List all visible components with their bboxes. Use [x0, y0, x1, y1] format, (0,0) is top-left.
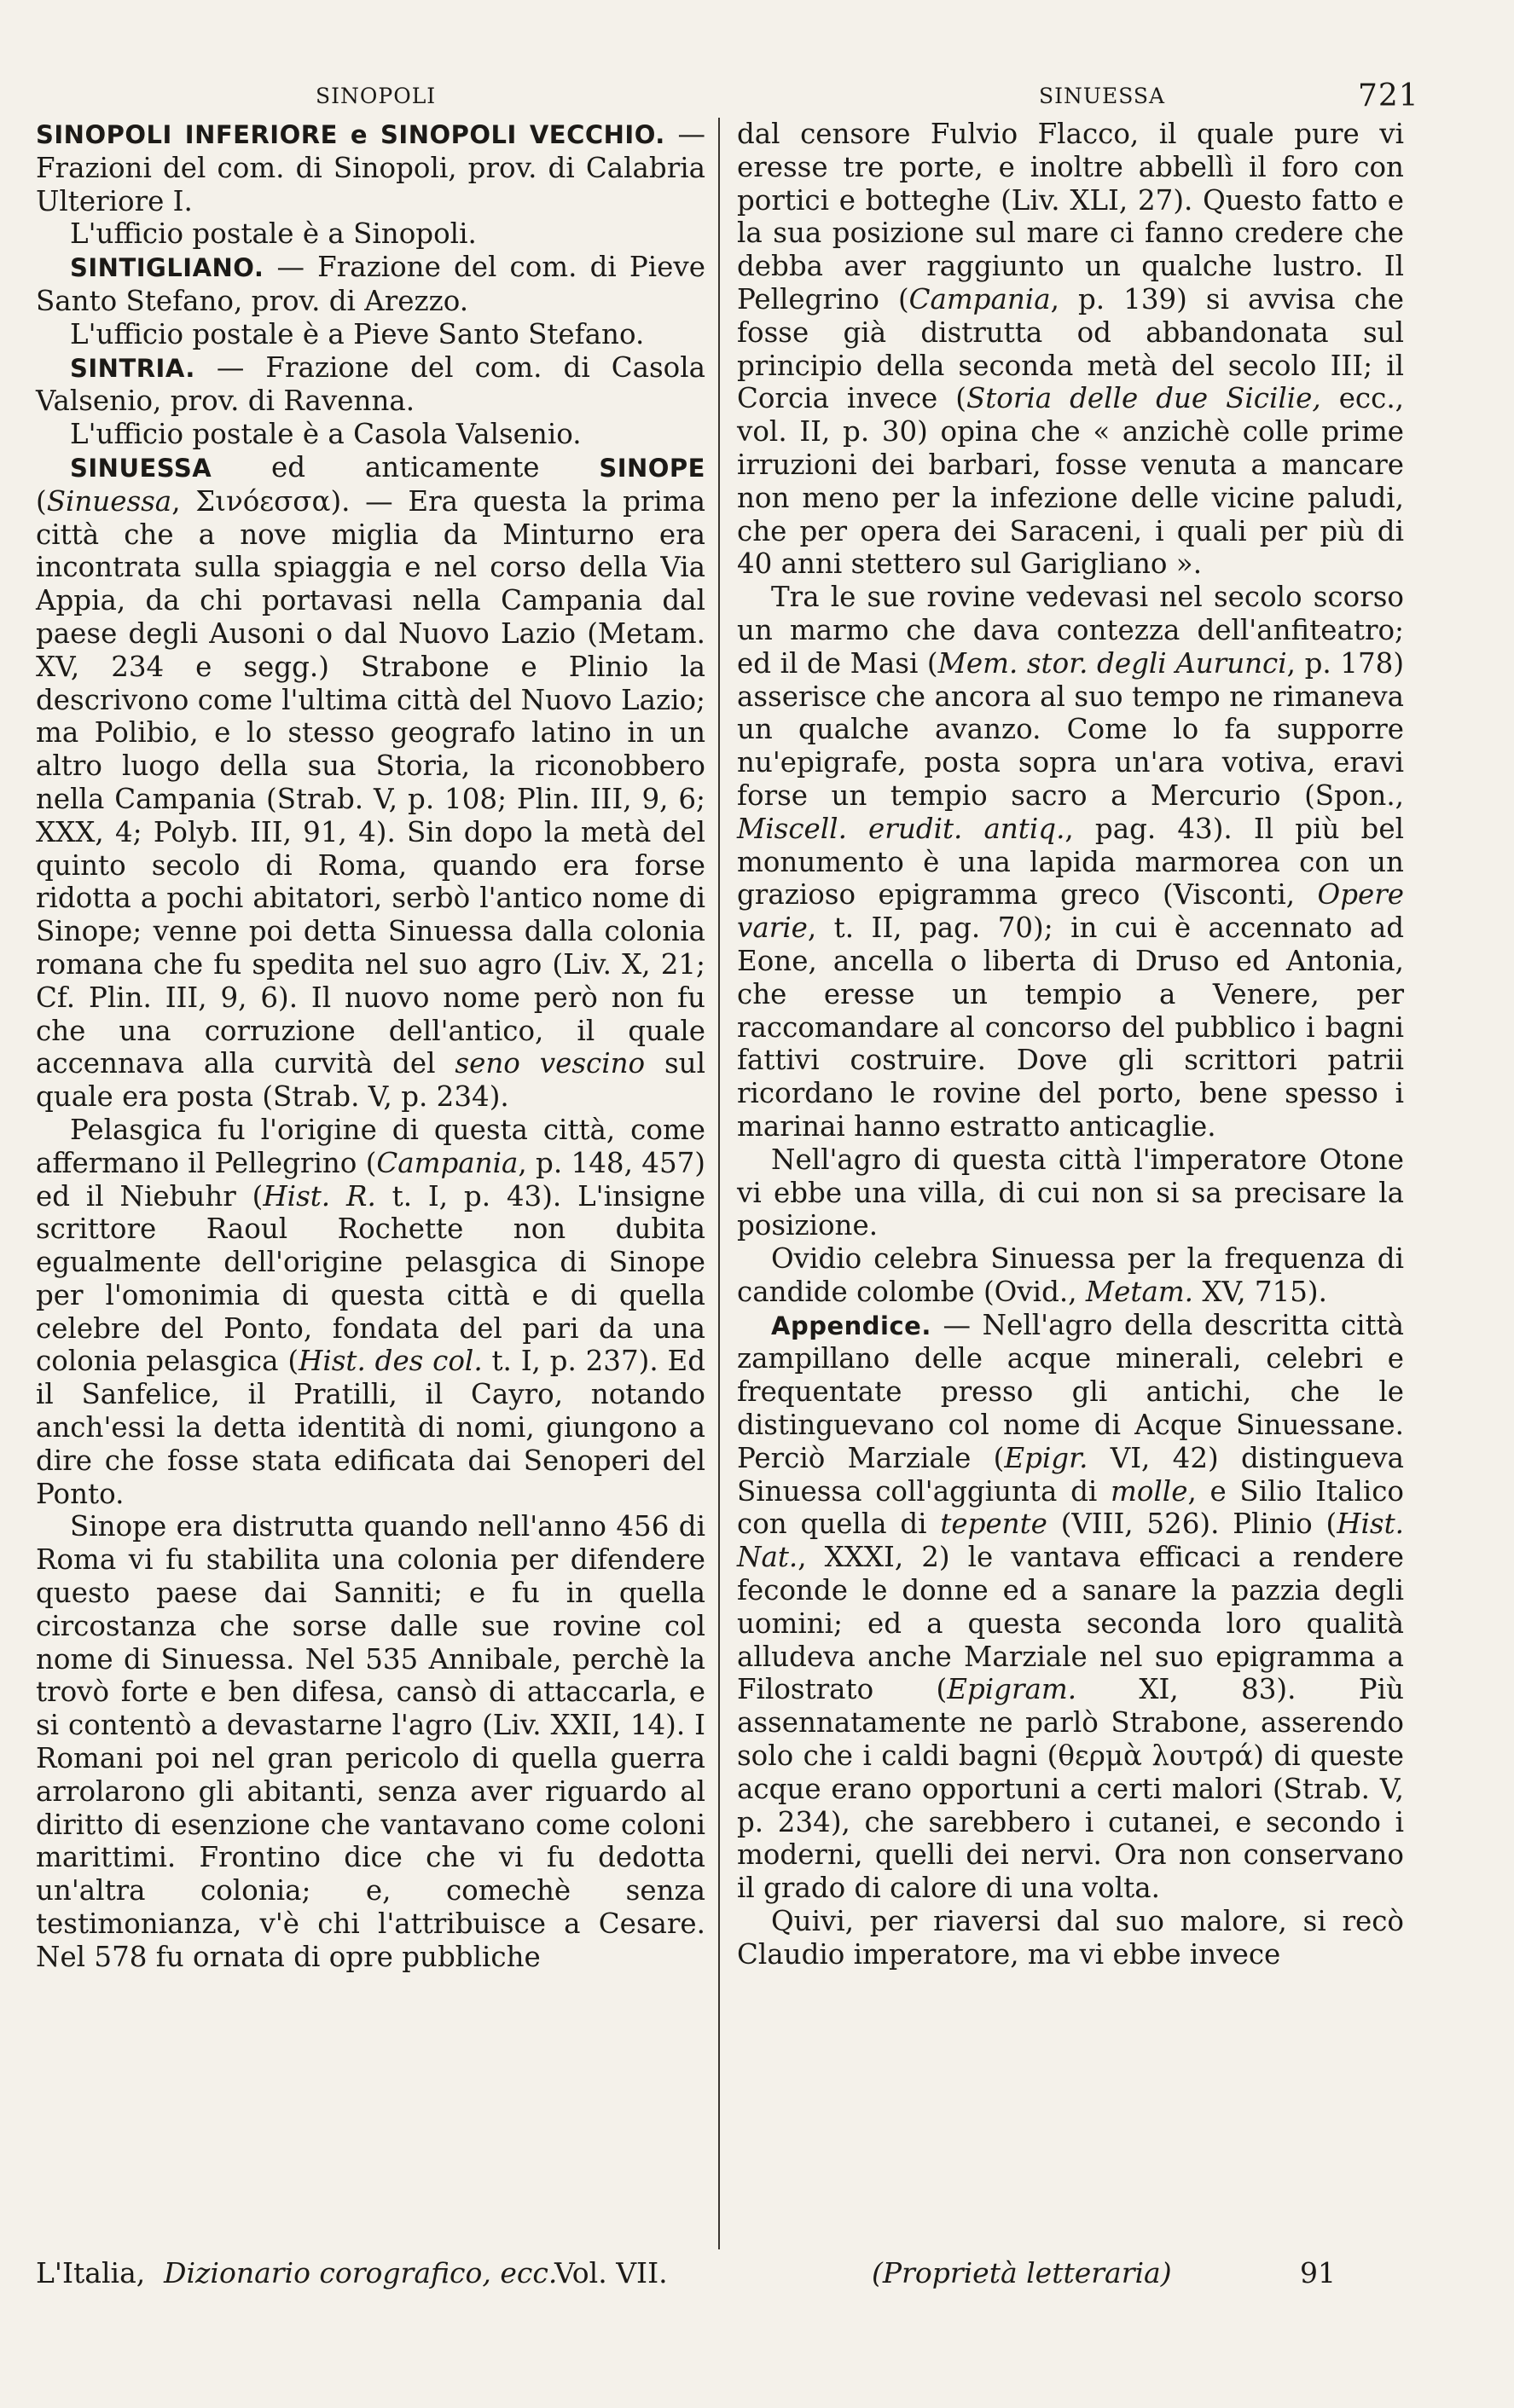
paragraph-text: ecc., vol. II, p. 30) opina che « anzichè colle prime irruzioni dei barbari, fosse venuta a mancare non meno per la infezione delle vicine paludi, che per opera dei Saraceni, i quali per più di 40 anni stettero sul Garigliano ».: [737, 382, 1404, 581]
paragraph-text: , p. 139) si avvisa che fosse già distrutta od abbandonata sul principio della seconda metà del secolo III; il Corcia invece (: [737, 282, 1404, 415]
italic-text: Epigr.: [1004, 1441, 1088, 1474]
paragraph-text: , e Silio Italico con quella di: [737, 1474, 1404, 1541]
entry-text: ed anticamente: [212, 450, 600, 483]
italic-text: Hist. des col.: [299, 1345, 483, 1378]
paragraph-text: Ovidio celebra Sinuessa per la frequenza di candide colombe (Ovid.,: [737, 1242, 1404, 1308]
italic-text: Metam.: [1085, 1275, 1193, 1308]
italic-text: Epigram.: [947, 1673, 1077, 1706]
paragraph-text: , p. 178) asserisce che ancora al suo tempo ne rimaneva un qualche avanzo. Come lo fa supporre nu'epigrafe, posta sopra un'ara votiva, eravi forse un tempio sacro a Mercurio (Spon.,: [737, 646, 1405, 812]
italic-text: Sinuessa: [46, 484, 172, 518]
entry-appendice: [737, 1309, 1404, 1905]
italic-text: Hist. R.: [263, 1179, 376, 1213]
entry-text: — Frazione del com. di Pieve Santo Stefano, prov. di Arezzo.: [36, 251, 705, 317]
paragraph: L'ufficio postale è a Sinopoli.: [70, 217, 477, 251]
paragraph-text: dal censore Fulvio Flacco, il quale pure vi eresse tre porte, e inoltre abbellì il foro con portici e botteghe (Liv. XLI, 27). Questo fatto e la sua posizione sul mare ci fanno credere che debba aver raggiunto un qualche lustro. Il Pellegrino (: [737, 118, 1404, 315]
footer-volume: Vol. VII.: [554, 2256, 668, 2289]
paragraph-text: Pelasgica fu l'origine di questa città, come affermano il Pellegrino (: [36, 1113, 705, 1179]
entry-text: — Frazione del com. di Casola Valsenio, prov. di Ravenna.: [36, 350, 705, 418]
running-head-right: SINUESSA: [1039, 84, 1166, 108]
paragraph: [36, 1114, 705, 1511]
paragraph-text: (VIII, 526). Plinio (: [1047, 1508, 1337, 1541]
paragraph: Quivi, per riaversi dal suo malore, si recò Claudio imperatore, ma vi ebbe invece: [737, 1905, 1404, 1971]
entry-headword: SINTIGLIANO.: [70, 253, 264, 283]
paragraph: L'ufficio postale è a Casola Valsenio.: [70, 418, 582, 451]
paragraph: [737, 1242, 1404, 1309]
paragraph-text: XV, 715).: [1192, 1275, 1327, 1308]
paragraph-text: XI, 83). Più assennatamente ne parlò Strabone, asserendo solo che i caldi bagni (θερμὰ λουτρά) di queste acque erano opportuni a certi malori (Strab. V, p. 234), che sarebbero i cutanei, e secondo i moderni, quelli dei nervi. Ora non conservano il grado di calore di una volta.: [737, 1673, 1404, 1905]
italic-text: Hist. Nat.: [737, 1508, 1404, 1574]
entry-text: (: [36, 484, 47, 518]
italic-text: Miscell. erudit. antiq.: [737, 812, 1065, 845]
running-head-left: SINOPOLI: [316, 84, 437, 108]
entry-text: — Frazioni del com. di Sinopoli, prov. di Calabria Ulteriore I.: [36, 118, 705, 217]
paragraph: [737, 581, 1404, 1143]
paragraph-text: , XXXI, 2) le vantava efficaci a rendere feconde le donne ed a sanare la pazzia degli uomini; ed a questa seconda loro qualità alludeva anche Marziale nel suo epigramma a Filostrato (: [737, 1541, 1404, 1706]
paragraph: [737, 118, 1404, 581]
entry-headword: SINOPOLI INFERIORE e SINOPOLI VECCHIO.: [36, 120, 665, 149]
paragraph-text: , t. II, pag. 70); in cui è accennato ad Eone, ancella o liberta di Druso ed Antonia, che eresse un tempio a Venere, per raccomandare al concorso del pubblico i bagni fattivi costruire. Dove gli scrittori patrii ricordano le rovine del porto, bene spesso i marinai hanno estratto anticaglie.: [737, 912, 1404, 1143]
italic-text: Campania: [908, 282, 1051, 315]
paragraph: Nell'agro di questa città l'imperatore Otone vi ebbe una villa, di cui non si sa precisare la posizione.: [737, 1143, 1404, 1242]
footer-title: Dizionario corografico, ecc.: [164, 2256, 558, 2289]
italic-text: Mem. stor. degli Aurunci: [937, 646, 1287, 680]
italic-text: molle: [1111, 1474, 1188, 1508]
paragraph-text: , pag. 43). Il più bel monumento è una lapida marmorea con un grazioso epigramma greco (Visconti,: [737, 812, 1404, 912]
right-column: [737, 118, 1404, 1971]
italic-text: seno vescino: [455, 1047, 646, 1080]
paragraph-text: t. I, p. 43). L'insigne scrittore Raoul Rochette non dubita egualmente dell'origine pelasgica di Sinope per l'omonimia di questa città e di quella celebre del Ponto, fondata del pari da una colonia pelasgica (: [36, 1179, 705, 1378]
paragraph-text: — Nell'agro della descritta città zampillano delle acque minerali, celebri e frequentate presso gli antichi, che le distinguevano col nome di Acque Sinuessane. Perciò Marziale (: [737, 1308, 1404, 1474]
paragraph-text: t. I, p. 237). Ed il Sanfelice, il Pratilli, il Cayro, notando anch'essi la detta identità di nomi, giungono a dire che fosse stata edificata dai Senoperi del Ponto.: [36, 1345, 706, 1510]
entry-sintria: [36, 351, 705, 419]
entry-headword: Appendice.: [771, 1311, 931, 1340]
footer-property: (Proprietà letteraria): [872, 2256, 1172, 2289]
entry-sintigliano: [36, 251, 705, 318]
entry-headword: SINUESSA: [70, 453, 212, 483]
paragraph-text: Tra le sue rovine vedevasi nel secolo scorso un marmo che dava contezza dell'anfiteatro; ed il de Masi (: [737, 581, 1404, 680]
entry-text: sul quale era posta (Strab. V, p. 234).: [36, 1047, 706, 1114]
paragraph-text: VI, 42) distingueva Sinuessa coll'aggiunta di: [737, 1441, 1404, 1508]
left-column: [36, 118, 705, 1974]
entry-text: , Σινόεσσα). — Era questa la prima città che a nove miglia da Minturno era incontrata sulla spiaggia e nel corso della Via Appia, da chi portavasi nella Campania dal paese degli Ausoni o dal Nuovo Lazio (Metam. XV, 234 e segg.) Strabone e Plinio la descrivono come l'ultima città del Nuovo Lazio; ma Polibio, e lo stesso geografo latino in un altro luogo della sua Storia, la riconobbero nella Campania (Strab. V, p. 108; Plin. III, 9, 6; XXX, 4; Polyb. III, 91, 4). Sin dopo la metà del quinto secolo di Roma, quando era forse ridotta a pochi abitatori, serbò l'antico nome di Sinope; venne poi detta Sinuessa dalla colonia romana che fu spedita nel suo agro (Liv. X, 21; Cf. Plin. III, 9, 6). Il nuovo nome però non fu che una corruzione dell'antico, il quale accennava alla curvità del: [36, 484, 705, 1080]
paragraph: Sinope era distrutta quando nell'anno 456 di Roma vi fu stabilita una colonia per difendere questo paese dai Sanniti; e fu in quella circostanza che sorse dalle sue rovine col nome di Sinuessa. Nel 535 Annibale, perchè la trovò forte e ben difesa, cansò di attaccarla, e si contentò a devastarne l'agro (Liv. XXII, 14). I Romani poi nel gran pericolo di quella guerra arrolarono gli abitanti, senza aver riguardo al diritto di esenzione che vantavano come coloni marittimi. Frontino dice che vi fu dedotta un'altra colonia; e, comechè senza testimonianza, v'è chi l'attribuisce a Cesare. Nel 578 fu ornata di opre pubbliche: [36, 1510, 705, 1973]
entry-sinopoli-inferiore: [36, 118, 705, 217]
column-divider: [718, 118, 720, 2249]
entry-headword-alt: SINOPE: [599, 453, 705, 483]
entry-headword: SINTRIA.: [70, 353, 195, 383]
paragraph-text: , p. 148, 457) ed il Niebuhr (: [36, 1146, 705, 1213]
italic-text: Storia delle due Sicilie,: [966, 382, 1321, 415]
paragraph: L'ufficio postale è a Pieve Santo Stefano.: [70, 317, 645, 350]
italic-text: Opere varie: [737, 878, 1404, 945]
entry-sinuessa: [36, 451, 705, 1114]
footer-sheet-number: 91: [1300, 2256, 1336, 2289]
italic-text: Campania: [376, 1146, 519, 1179]
italic-text: tepente: [940, 1508, 1047, 1541]
page-number: 721: [1358, 78, 1419, 113]
footer-series: L'Italia,: [36, 2256, 146, 2289]
